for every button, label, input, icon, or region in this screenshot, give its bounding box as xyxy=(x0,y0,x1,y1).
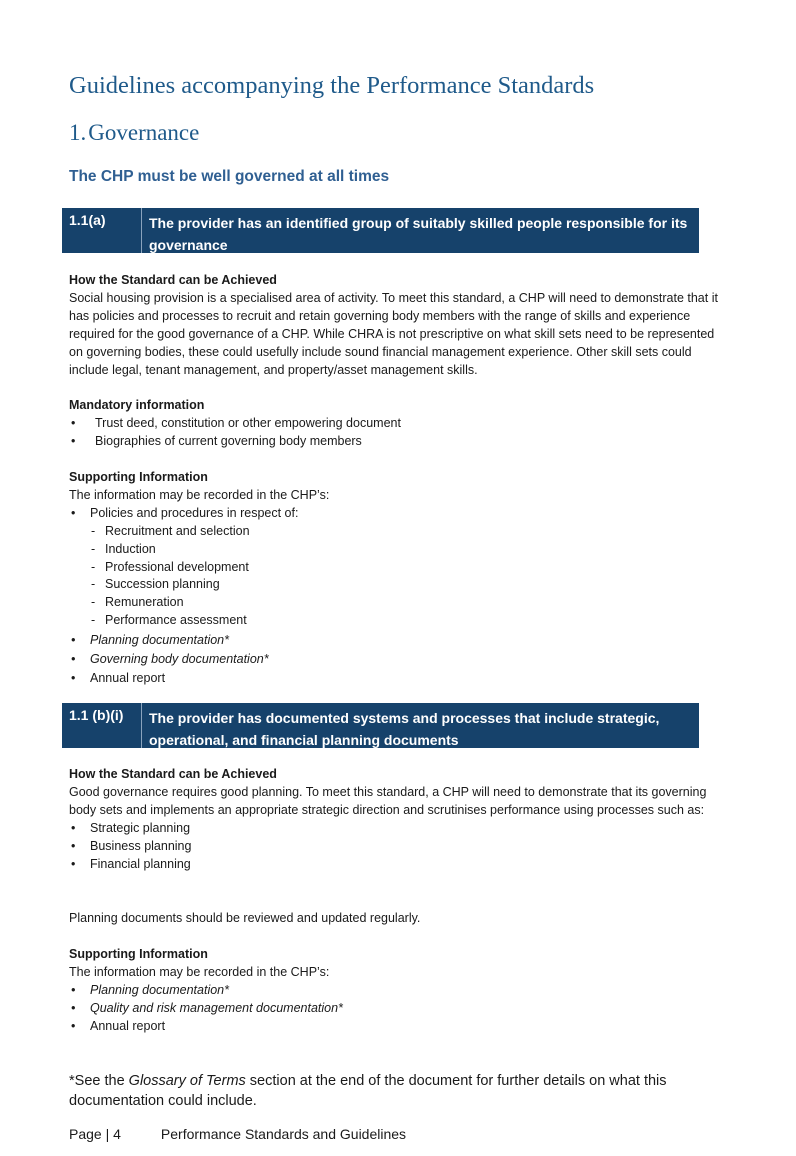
sublist-item: - Succession planning xyxy=(89,576,729,594)
glossary-reference: Glossary of Terms xyxy=(128,1072,246,1089)
footer-document-name: Performance Standards and Guidelines xyxy=(160,1126,407,1142)
section-subheading: The CHP must be well governed at all times xyxy=(69,168,390,185)
list-item: • Governing body documentation* xyxy=(69,651,729,669)
list-item: • Financial planning xyxy=(69,856,729,874)
section-number: 1. xyxy=(69,120,87,145)
supporting-heading: Supporting Information xyxy=(69,947,208,961)
supporting-heading: Supporting Information xyxy=(69,470,208,484)
how-achieved-heading: How the Standard can be Achieved xyxy=(69,767,277,781)
standard-code: 1.1 (b)(i) xyxy=(62,703,142,748)
list-item: • Annual report xyxy=(69,1018,729,1036)
sublist-item: - Induction xyxy=(89,541,729,559)
footnote-text: section at the end of the document for further details on what this documentation could include. xyxy=(69,1072,667,1109)
standard-bar-1-1a xyxy=(62,208,699,253)
mandatory-list xyxy=(69,415,729,451)
list-item: • Strategic planning xyxy=(69,820,729,838)
standard-code: 1.1(a) xyxy=(62,208,142,253)
planning-list xyxy=(69,820,729,874)
review-note xyxy=(69,910,729,928)
list-item xyxy=(69,505,729,630)
sublist-item: - Professional development xyxy=(89,559,729,577)
document-title: Guidelines accompanying the Performance Standards xyxy=(69,72,595,99)
how-achieved-section xyxy=(69,766,729,873)
page-number: Page | 4 xyxy=(69,1126,121,1142)
how-achieved-heading: How the Standard can be Achieved xyxy=(69,273,277,287)
standard-bar-1-1bi xyxy=(62,703,699,748)
sublist-item: - Remuneration xyxy=(89,594,729,612)
policies-label: Policies and procedures in respect of: xyxy=(90,505,299,520)
list-item: • Planning documentation* xyxy=(69,982,729,1000)
standard-title: The provider has documented systems and processes that include strategic, operational, and financial planning documents xyxy=(149,710,660,748)
mandatory-heading: Mandatory information xyxy=(69,398,205,412)
how-achieved-section xyxy=(69,272,729,379)
mandatory-section xyxy=(69,397,729,451)
list-item: • Annual report xyxy=(69,670,729,688)
how-achieved-text: Social housing provision is a specialised area of activity. To meet this standard, a CHP will need to demonstrate that it has policies and processes to recruit and retain governing body members with the range of skills and experience required for the good governance of a CHP. While CHRA is not prescriptive on what skill sets need to be represented on governing bodies, these could usefully include sound financial management experience. Other skill sets could include legal, tenant management, and property/asset management skills. xyxy=(69,290,718,377)
supporting-section xyxy=(69,469,729,688)
supporting-intro: The information may be recorded in the CHP’s: xyxy=(69,964,330,979)
sublist-item: - Performance assessment xyxy=(89,612,729,630)
policies-sublist xyxy=(69,523,729,630)
standard-title: The provider has an identified group of suitably skilled people responsible for its governance xyxy=(149,215,688,253)
supporting-section xyxy=(69,946,729,1036)
list-item: • Trust deed, constitution or other empowering document xyxy=(69,415,729,433)
how-achieved-text: Good governance requires good planning. To meet this standard, a CHP will need to demonstrate that its governing body sets and implements an appropriate strategic direction and scrutinises performance using processes such as: xyxy=(69,784,707,817)
list-item: • Planning documentation* xyxy=(69,632,729,650)
supporting-list xyxy=(69,505,729,688)
list-item: • Biographies of current governing body members xyxy=(69,433,729,451)
list-item: • Business planning xyxy=(69,838,729,856)
page-footer xyxy=(69,1126,406,1142)
sublist-item: - Recruitment and selection xyxy=(89,523,729,541)
section-heading xyxy=(69,120,199,146)
supporting-intro: The information may be recorded in the CHP’s: xyxy=(69,487,330,502)
footnote-text: *See the xyxy=(69,1072,129,1089)
footnote xyxy=(69,1071,719,1111)
section-title: Governance xyxy=(88,120,200,145)
supporting-list xyxy=(69,982,729,1036)
review-text: Planning documents should be reviewed and updated regularly. xyxy=(69,911,421,925)
list-item: • Quality and risk management documentation* xyxy=(69,1000,729,1018)
